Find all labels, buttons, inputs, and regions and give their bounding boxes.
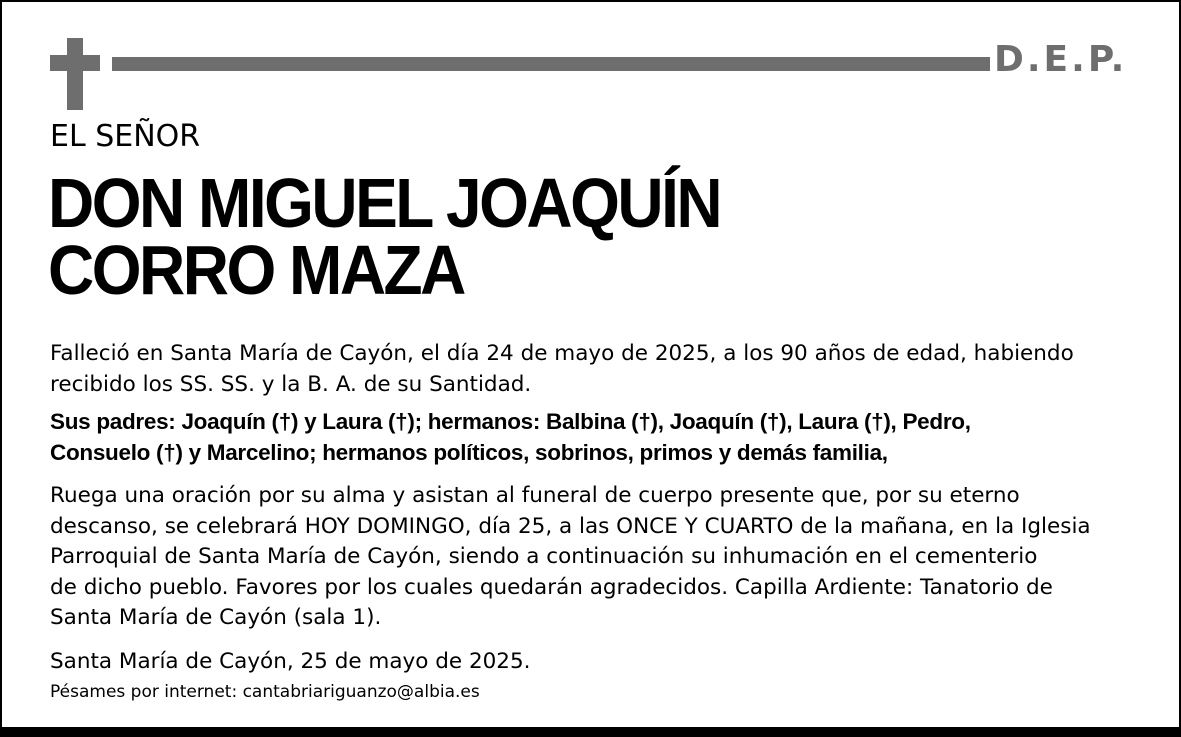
death-announcement — [50, 339, 1150, 400]
family-line-2: Consuelo (†) y Marcelino; hermanos políticos, sobrinos, primos y demás familia, — [50, 439, 888, 465]
family-line-1: Sus padres: Joaquín (†) y Laura (†); hermanos: Balbina (†), Joaquín (†), Laura (†), Pedro, — [50, 409, 971, 434]
request-line-5: Santa María de Cayón (sala 1). — [50, 605, 382, 630]
name-line-1: DON MIGUEL JOAQUÍN — [48, 164, 721, 243]
place-date: Santa María de Cayón, 25 de mayo de 2025. — [50, 649, 531, 674]
condolences-email: Pésames por internet: cantabriariguanzo@albia.es — [50, 682, 480, 702]
cross-icon — [50, 38, 100, 110]
honorific-prefix: EL SEÑOR — [50, 119, 201, 154]
request-line-2: descanso, se celebrará HOY DOMINGO, día 25, a las ONCE Y CUARTO de la mañana, en la Iglesia — [50, 513, 1091, 539]
request-line-4: de dicho pueblo. Favores por los cuales quedarán agradecidos. Capilla Ardiente: Tanatorio de — [50, 574, 1053, 600]
deceased-name — [48, 164, 721, 310]
death-line-2: recibido los SS. SS. y la B. A. de su Santidad. — [50, 371, 532, 397]
family-list — [50, 407, 1150, 468]
request-line-1: Ruega una oración por su alma y asistan al funeral de cuerpo presente que, por su eterno — [50, 483, 1020, 508]
dep-label: D.E.P. — [994, 39, 1128, 80]
request-line-3: Parroquial de Santa María de Cayón, siendo a continuación su inhumación en el cementerio — [50, 544, 1038, 569]
death-line-1: Falleció en Santa María de Cayón, el día 24 de mayo de 2025, a los 90 años de edad, habiendo — [50, 341, 1074, 366]
header-rule — [112, 57, 990, 71]
name-line-2: CORRO MAZA — [48, 231, 464, 310]
funeral-request — [50, 481, 1150, 634]
